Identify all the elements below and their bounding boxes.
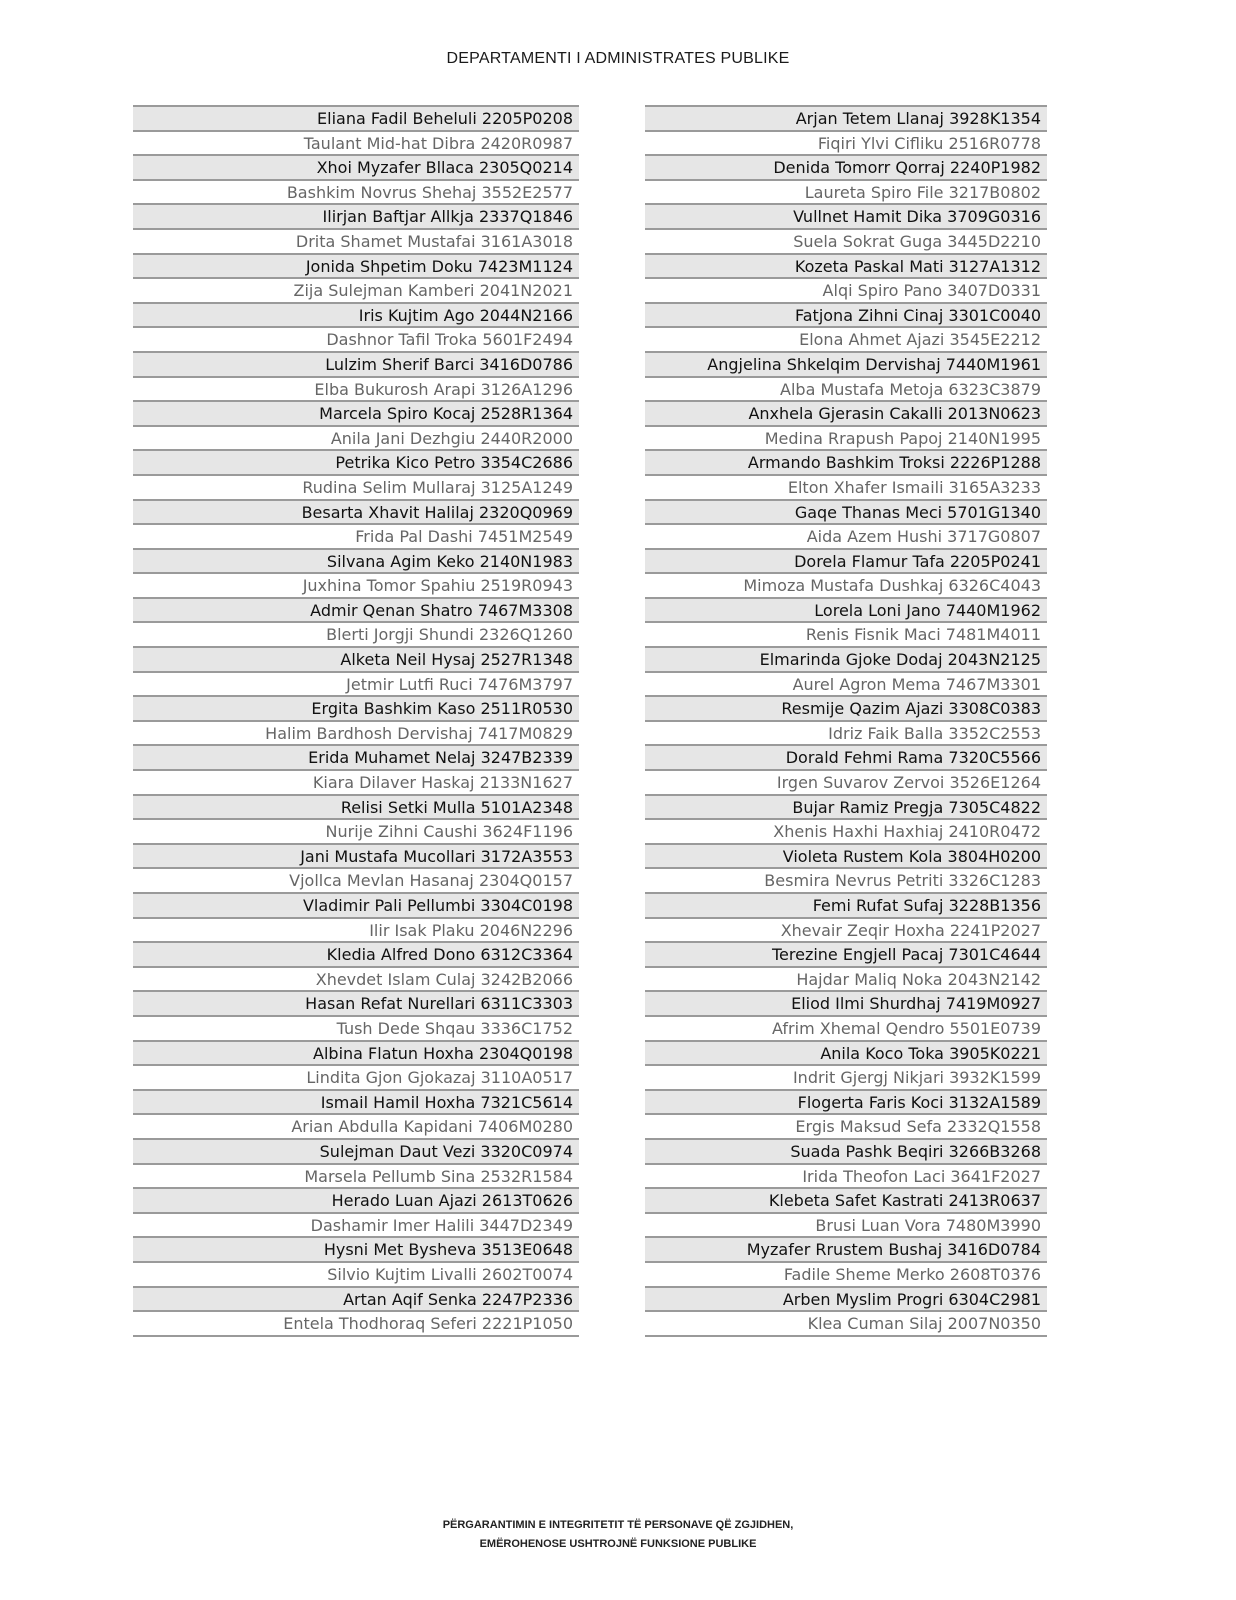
- list-item: Fiqiri Ylvi Cifliku 2516R0778: [645, 132, 1047, 157]
- page-title: DEPARTAMENTI I ADMINISTRATES PUBLIKE: [446, 50, 790, 67]
- list-item: Gaqe Thanas Meci 5701G1340: [645, 501, 1047, 526]
- list-item: Xhevdet Islam Culaj 3242B2066: [133, 968, 579, 993]
- list-item: Blerti Jorgji Shundi 2326Q1260: [133, 623, 579, 648]
- list-item: Suela Sokrat Guga 3445D2210: [645, 230, 1047, 255]
- list-item: Eliana Fadil Beheluli 2205P0208: [133, 107, 579, 132]
- list-item: Arian Abdulla Kapidani 7406M0280: [133, 1115, 579, 1140]
- list-item: Relisi Setki Mulla 5101A2348: [133, 796, 579, 821]
- list-item: Angjelina Shkelqim Dervishaj 7440M1961: [645, 353, 1047, 378]
- list-item: Kledia Alfred Dono 6312C3364: [133, 943, 579, 968]
- list-item: Arben Myslim Progri 6304C2981: [645, 1288, 1047, 1313]
- list-item: Xhevair Zeqir Hoxha 2241P2027: [645, 919, 1047, 944]
- list-item: Dashnor Tafil Troka 5601F2494: [133, 328, 579, 353]
- list-item: Xhoi Myzafer Bllaca 2305Q0214: [133, 156, 579, 181]
- list-item: Klebeta Safet Kastrati 2413R0637: [645, 1189, 1047, 1214]
- list-item: Elba Bukurosh Arapi 3126A1296: [133, 378, 579, 403]
- list-item: Arjan Tetem Llanaj 3928K1354: [645, 107, 1047, 132]
- list-item: Medina Rrapush Papoj 2140N1995: [645, 427, 1047, 452]
- list-item: Lulzim Sherif Barci 3416D0786: [133, 353, 579, 378]
- list-item: Jetmir Lutfi Ruci 7476M3797: [133, 673, 579, 698]
- list-item: Vladimir Pali Pellumbi 3304C0198: [133, 894, 579, 919]
- list-item: Alketa Neil Hysaj 2527R1348: [133, 648, 579, 673]
- list-item: Tush Dede Shqau 3336C1752: [133, 1017, 579, 1042]
- list-item: Resmije Qazim Ajazi 3308C0383: [645, 697, 1047, 722]
- list-item: Bujar Ramiz Pregja 7305C4822: [645, 796, 1047, 821]
- list-item: Lorela Loni Jano 7440M1962: [645, 599, 1047, 624]
- list-item: Alqi Spiro Pano 3407D0331: [645, 279, 1047, 304]
- list-item: Drita Shamet Mustafai 3161A3018: [133, 230, 579, 255]
- list-item: Zija Sulejman Kamberi 2041N2021: [133, 279, 579, 304]
- list-item: Artan Aqif Senka 2247P2336: [133, 1288, 579, 1313]
- list-item: Silvana Agim Keko 2140N1983: [133, 550, 579, 575]
- list-item: Idriz Faik Balla 3352C2553: [645, 722, 1047, 747]
- list-item: Kozeta Paskal Mati 3127A1312: [645, 255, 1047, 280]
- list-item: Marcela Spiro Kocaj 2528R1364: [133, 402, 579, 427]
- list-item: Halim Bardhosh Dervishaj 7417M0829: [133, 722, 579, 747]
- list-item: Mimoza Mustafa Dushkaj 6326C4043: [645, 574, 1047, 599]
- list-item: Eliod Ilmi Shurdhaj 7419M0927: [645, 992, 1047, 1017]
- list-item: Vjollca Mevlan Hasanaj 2304Q0157: [133, 869, 579, 894]
- list-item: Alba Mustafa Metoja 6323C3879: [645, 378, 1047, 403]
- list-item: Hajdar Maliq Noka 2043N2142: [645, 968, 1047, 993]
- list-item: Ismail Hamil Hoxha 7321C5614: [133, 1091, 579, 1116]
- list-item: Irgen Suvarov Zervoi 3526E1264: [645, 771, 1047, 796]
- list-item: Erida Muhamet Nelaj 3247B2339: [133, 746, 579, 771]
- list-item: Rudina Selim Mullaraj 3125A1249: [133, 476, 579, 501]
- list-item: Bashkim Novrus Shehaj 3552E2577: [133, 181, 579, 206]
- list-item: Besmira Nevrus Petriti 3326C1283: [645, 869, 1047, 894]
- list-item: Flogerta Faris Koci 3132A1589: [645, 1091, 1047, 1116]
- list-item: Klea Cuman Silaj 2007N0350: [645, 1312, 1047, 1337]
- list-item: Admir Qenan Shatro 7467M3308: [133, 599, 579, 624]
- list-item: Anxhela Gjerasin Cakalli 2013N0623: [645, 402, 1047, 427]
- list-item: Laureta Spiro File 3217B0802: [645, 181, 1047, 206]
- list-item: Ergita Bashkim Kaso 2511R0530: [133, 697, 579, 722]
- list-item: Elmarinda Gjoke Dodaj 2043N2125: [645, 648, 1047, 673]
- list-item: Aurel Agron Mema 7467M3301: [645, 673, 1047, 698]
- list-item: Petrika Kico Petro 3354C2686: [133, 451, 579, 476]
- list-item: Suada Pashk Beqiri 3266B3268: [645, 1140, 1047, 1165]
- list-item: Jani Mustafa Mucollari 3172A3553: [133, 845, 579, 870]
- list-item: Ilir Isak Plaku 2046N2296: [133, 919, 579, 944]
- list-item: Ergis Maksud Sefa 2332Q1558: [645, 1115, 1047, 1140]
- list-item: Nurije Zihni Caushi 3624F1196: [133, 820, 579, 845]
- list-item: Taulant Mid-hat Dibra 2420R0987: [133, 132, 579, 157]
- list-item: Denida Tomorr Qorraj 2240P1982: [645, 156, 1047, 181]
- list-item: Hasan Refat Nurellari 6311C3303: [133, 992, 579, 1017]
- list-item: Herado Luan Ajazi 2613T0626: [133, 1189, 579, 1214]
- list-item: Dashamir Imer Halili 3447D2349: [133, 1214, 579, 1239]
- right-column-list: [645, 105, 1047, 1337]
- left-column-list: [133, 105, 579, 1337]
- list-item: Aida Azem Hushi 3717G0807: [645, 525, 1047, 550]
- footer-line-1: PËRGARANTIMIN E INTEGRITETIT TË PERSONAVE QË ZGJIDHEN,: [442, 1519, 794, 1531]
- list-item: Anila Jani Dezhgiu 2440R2000: [133, 427, 579, 452]
- list-item: Dorald Fehmi Rama 7320C5566: [645, 746, 1047, 771]
- list-item: Renis Fisnik Maci 7481M4011: [645, 623, 1047, 648]
- list-item: Armando Bashkim Troksi 2226P1288: [645, 451, 1047, 476]
- footer: [0, 1516, 1236, 1554]
- list-item: Sulejman Daut Vezi 3320C0974: [133, 1140, 579, 1165]
- list-item: Myzafer Rrustem Bushaj 3416D0784: [645, 1238, 1047, 1263]
- list-item: Jonida Shpetim Doku 7423M1124: [133, 255, 579, 280]
- list-item: Fatjona Zihni Cinaj 3301C0040: [645, 304, 1047, 329]
- list-item: Elona Ahmet Ajazi 3545E2212: [645, 328, 1047, 353]
- list-item: Vullnet Hamit Dika 3709G0316: [645, 205, 1047, 230]
- list-item: Terezine Engjell Pacaj 7301C4644: [645, 943, 1047, 968]
- list-item: Silvio Kujtim Livalli 2602T0074: [133, 1263, 579, 1288]
- list-item: Hysni Met Bysheva 3513E0648: [133, 1238, 579, 1263]
- list-item: Brusi Luan Vora 7480M3990: [645, 1214, 1047, 1239]
- footer-line-2: EMËROHENOSE USHTROJNË FUNKSIONE PUBLIKE: [479, 1538, 757, 1550]
- list-item: Indrit Gjergj Nikjari 3932K1599: [645, 1066, 1047, 1091]
- list-item: Femi Rufat Sufaj 3228B1356: [645, 894, 1047, 919]
- list-item: Frida Pal Dashi 7451M2549: [133, 525, 579, 550]
- list-item: Kiara Dilaver Haskaj 2133N1627: [133, 771, 579, 796]
- list-item: Afrim Xhemal Qendro 5501E0739: [645, 1017, 1047, 1042]
- list-item: Fadile Sheme Merko 2608T0376: [645, 1263, 1047, 1288]
- list-item: Anila Koco Toka 3905K0221: [645, 1042, 1047, 1067]
- list-item: Violeta Rustem Kola 3804H0200: [645, 845, 1047, 870]
- list-item: Iris Kujtim Ago 2044N2166: [133, 304, 579, 329]
- list-item: Besarta Xhavit Halilaj 2320Q0969: [133, 501, 579, 526]
- list-item: Xhenis Haxhi Haxhiaj 2410R0472: [645, 820, 1047, 845]
- list-item: Albina Flatun Hoxha 2304Q0198: [133, 1042, 579, 1067]
- list-item: Entela Thodhoraq Seferi 2221P1050: [133, 1312, 579, 1337]
- list-item: Juxhina Tomor Spahiu 2519R0943: [133, 574, 579, 599]
- list-item: Irida Theofon Laci 3641F2027: [645, 1165, 1047, 1190]
- list-item: Dorela Flamur Tafa 2205P0241: [645, 550, 1047, 575]
- list-item: Elton Xhafer Ismaili 3165A3233: [645, 476, 1047, 501]
- list-item: Lindita Gjon Gjokazaj 3110A0517: [133, 1066, 579, 1091]
- list-item: Marsela Pellumb Sina 2532R1584: [133, 1165, 579, 1190]
- list-item: Ilirjan Baftjar Allkja 2337Q1846: [133, 205, 579, 230]
